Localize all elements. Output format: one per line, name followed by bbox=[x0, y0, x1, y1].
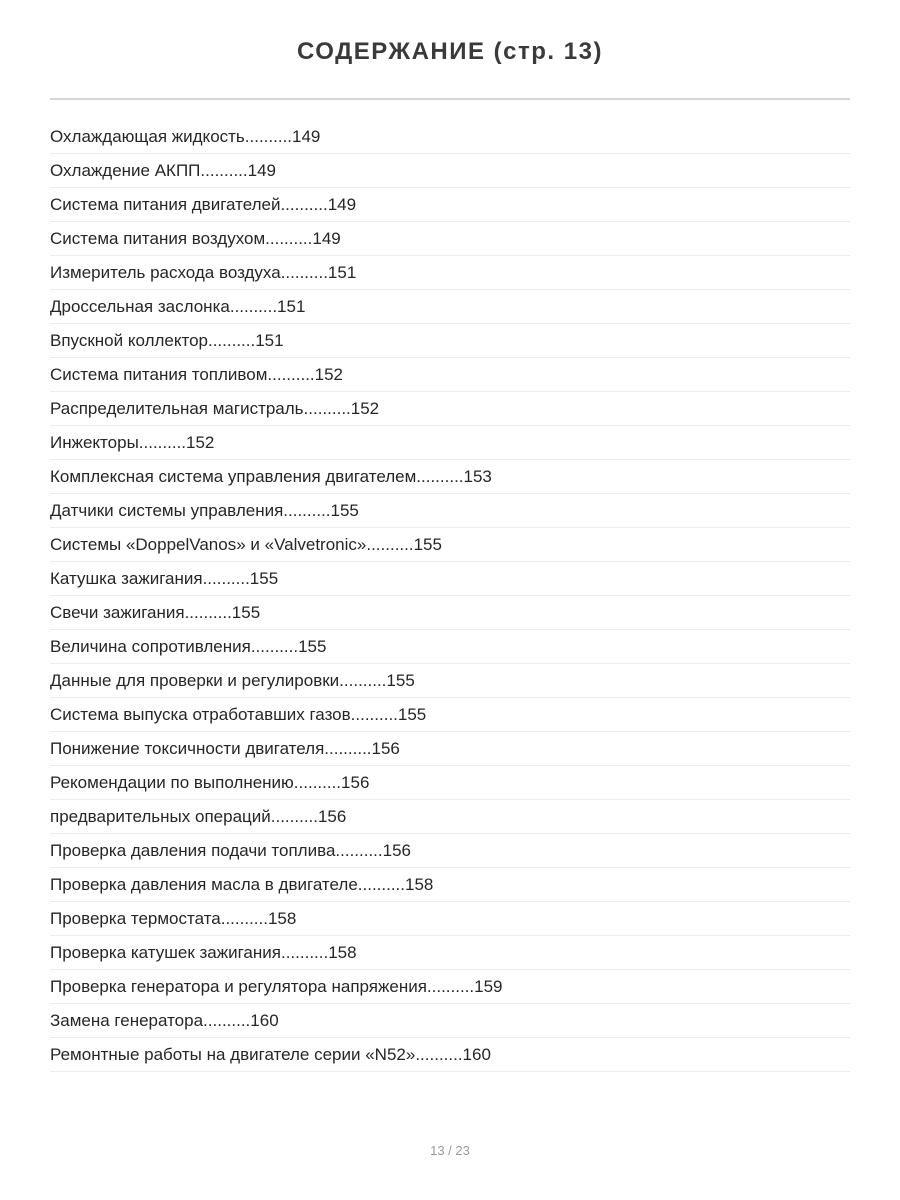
toc-entry: Понижение токсичности двигателя..........156 bbox=[50, 732, 850, 766]
toc-entry: Проверка катушек зажигания..........158 bbox=[50, 936, 850, 970]
toc-entry: Инжекторы..........152 bbox=[50, 426, 850, 460]
toc-entry: предварительных операций..........156 bbox=[50, 800, 850, 834]
toc-entry: Ремонтные работы на двигателе серии «N52»..........160 bbox=[50, 1038, 850, 1072]
toc-entry: Замена генератора..........160 bbox=[50, 1004, 850, 1038]
toc-entry: Проверка генератора и регулятора напряжения..........159 bbox=[50, 970, 850, 1004]
toc-entry: Система питания воздухом..........149 bbox=[50, 222, 850, 256]
table-of-contents bbox=[50, 120, 850, 1072]
toc-entry: Датчики системы управления..........155 bbox=[50, 494, 850, 528]
toc-entry: Измеритель расхода воздуха..........151 bbox=[50, 256, 850, 290]
toc-entry: Дроссельная заслонка..........151 bbox=[50, 290, 850, 324]
toc-entry: Катушка зажигания..........155 bbox=[50, 562, 850, 596]
title-divider bbox=[50, 98, 850, 100]
toc-entry: Система выпуска отработавших газов..........155 bbox=[50, 698, 850, 732]
toc-entry: Распределительная магистраль..........152 bbox=[50, 392, 850, 426]
toc-entry: Охлаждающая жидкость..........149 bbox=[50, 120, 850, 154]
toc-entry: Проверка давления подачи топлива..........156 bbox=[50, 834, 850, 868]
toc-entry: Охлаждение АКПП..........149 bbox=[50, 154, 850, 188]
toc-entry: Комплексная система управления двигателем..........153 bbox=[50, 460, 850, 494]
toc-entry: Проверка термостата..........158 bbox=[50, 902, 850, 936]
toc-entry: Рекомендации по выполнению..........156 bbox=[50, 766, 850, 800]
page-indicator: 13 / 23 bbox=[430, 1143, 470, 1158]
toc-entry: Проверка давления масла в двигателе..........158 bbox=[50, 868, 850, 902]
toc-entry: Свечи зажигания..........155 bbox=[50, 596, 850, 630]
toc-entry: Величина сопротивления..........155 bbox=[50, 630, 850, 664]
toc-entry: Система питания двигателей..........149 bbox=[50, 188, 850, 222]
toc-entry: Впускной коллектор..........151 bbox=[50, 324, 850, 358]
toc-entry: Данные для проверки и регулировки..........155 bbox=[50, 664, 850, 698]
toc-entry: Системы «DoppelVanos» и «Valvetronic»..........155 bbox=[50, 528, 850, 562]
page-title: СОДЕРЖАНИЕ (стр. 13) bbox=[297, 38, 603, 65]
toc-entry: Система питания топливом..........152 bbox=[50, 358, 850, 392]
